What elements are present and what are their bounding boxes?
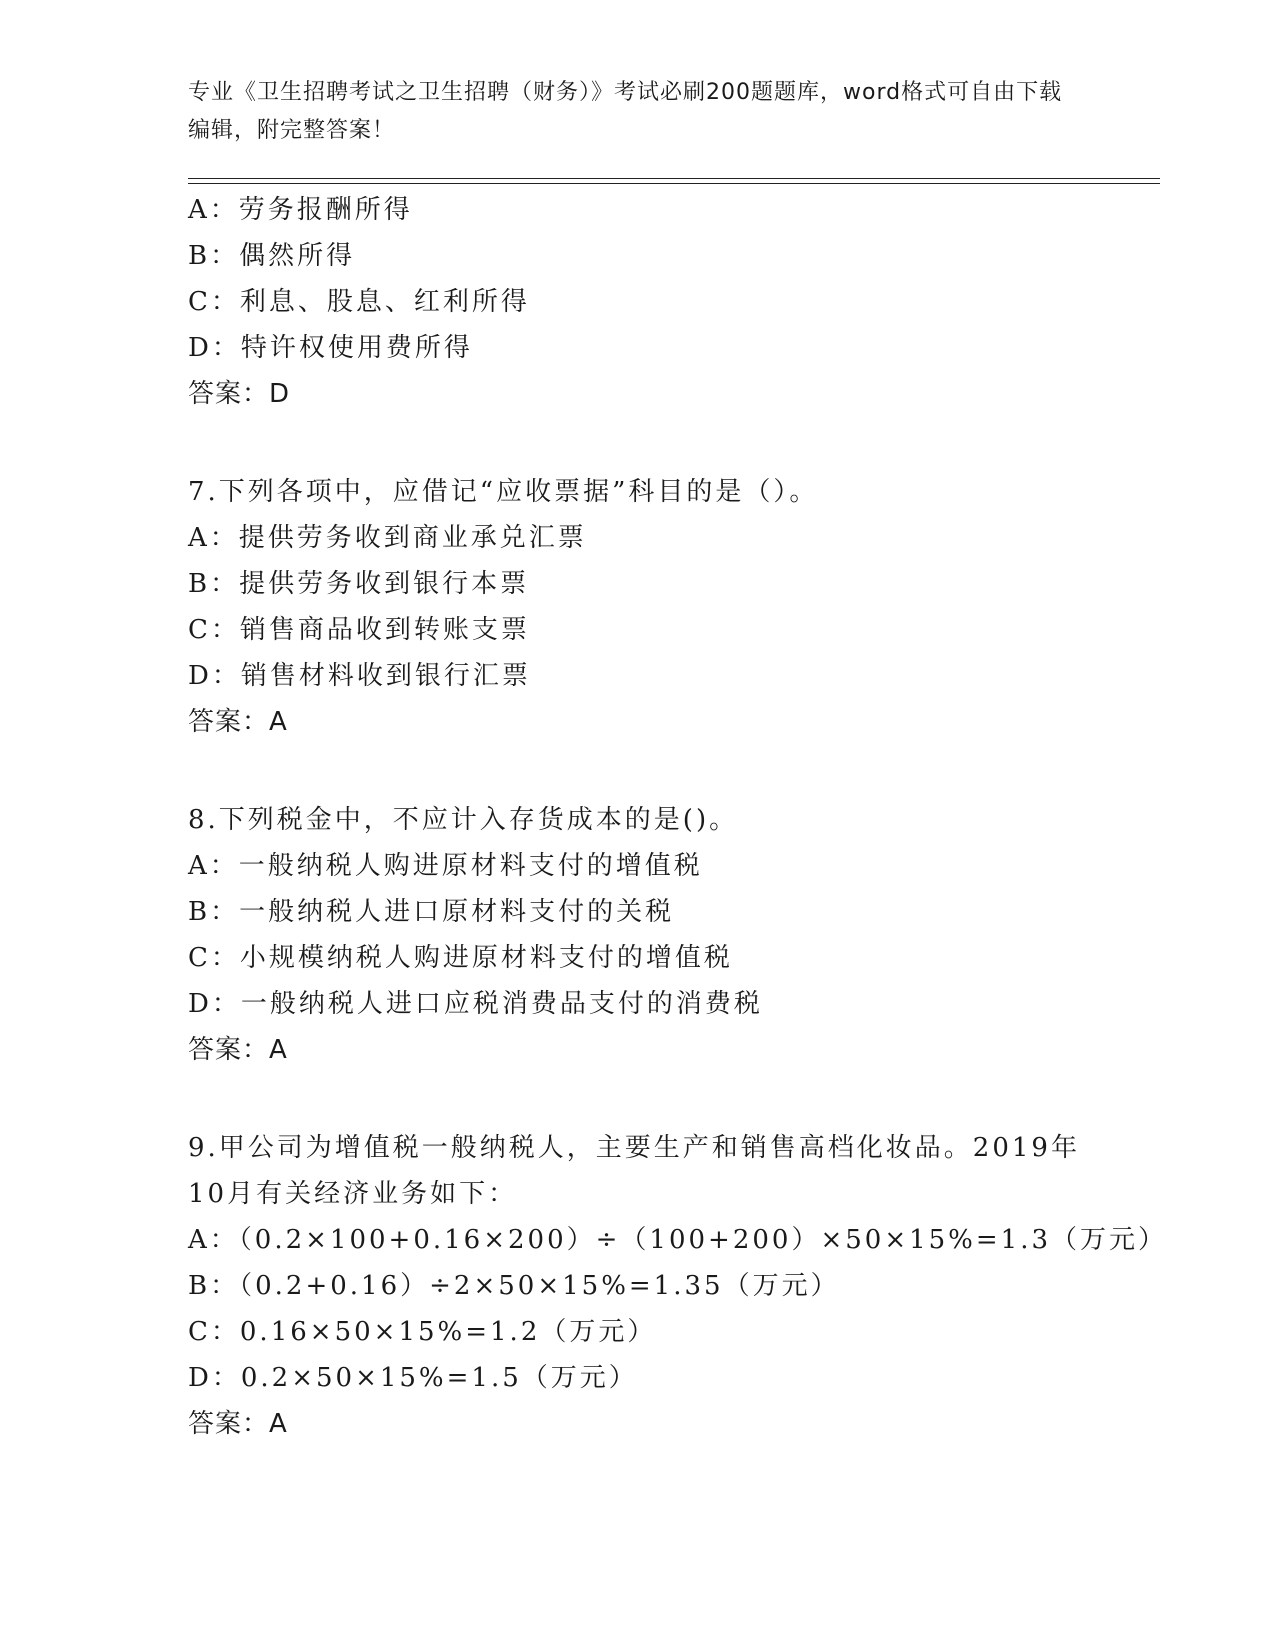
option-a: A：劳务报酬所得 (188, 195, 413, 225)
option-a: A：（0.2×100+0.16×200）÷（100+200）×50×15%=1.3（万元） (188, 1225, 1168, 1255)
question-block-8 (188, 797, 1148, 1073)
option-d: D：一般纳税人进口应税消费品支付的消费税 (188, 989, 763, 1019)
option-d: D：销售材料收到银行汇票 (188, 661, 531, 691)
option-a: A：提供劳务收到商业承兑汇票 (188, 523, 587, 553)
option-b: B：偶然所得 (188, 241, 356, 271)
option-c: C：0.16×50×15%=1.2（万元） (188, 1317, 657, 1347)
option-b: B：（0.2+0.16）÷2×50×15%=1.35（万元） (188, 1271, 840, 1301)
header-divider-top (188, 178, 1160, 179)
answer: 答案：D (188, 379, 291, 409)
document-header: 专业《卫生招聘考试之卫生招聘（财务）》考试必刷200题题库，word格式可自由下载编辑，附完整答案！ (188, 80, 1063, 143)
question-block-7 (188, 469, 1148, 745)
option-a: A：一般纳税人购进原材料支付的增值税 (188, 851, 703, 881)
question-text: 8.下列税金中，不应计入存货成本的是()。 (188, 805, 739, 835)
option-d: D：0.2×50×15%=1.5（万元） (188, 1363, 638, 1393)
header-divider-bottom (188, 183, 1160, 184)
option-b: B：一般纳税人进口原材料支付的关税 (188, 897, 675, 927)
question-text: 7.下列各项中，应借记“应收票据”科目的是（）。 (188, 477, 819, 507)
question-block-6 (188, 187, 1148, 417)
question-text: 9.甲公司为增值税一般纳税人，主要生产和销售高档化妆品。2019年10月有关经济业务如下： (188, 1133, 1080, 1209)
document-body (188, 187, 1168, 1447)
answer: 答案：A (188, 1035, 288, 1065)
option-c: C：小规模纳税人购进原材料支付的增值税 (188, 943, 733, 973)
option-c: C：销售商品收到转账支票 (188, 615, 530, 645)
answer: 答案：A (188, 1409, 288, 1439)
option-c: C：利息、股息、红利所得 (188, 287, 530, 317)
question-block-9 (188, 1125, 1168, 1447)
option-d: D：特许权使用费所得 (188, 333, 473, 363)
answer: 答案：A (188, 707, 288, 737)
option-b: B：提供劳务收到银行本票 (188, 569, 530, 599)
